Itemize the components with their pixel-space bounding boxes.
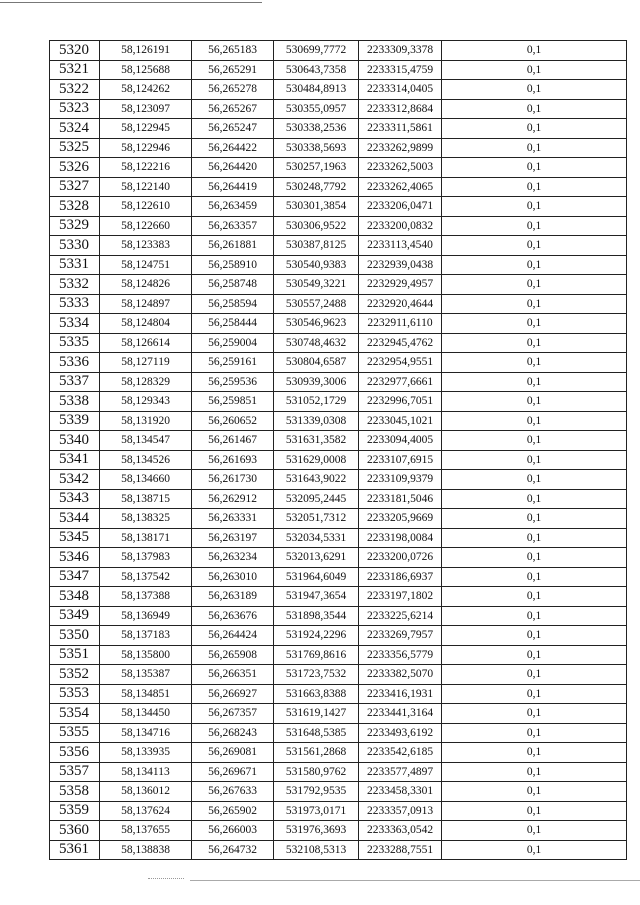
y-coordinate-cell: 2233262,9899 bbox=[359, 138, 442, 158]
y-coordinate-cell: 2233262,4065 bbox=[359, 177, 442, 197]
x-coordinate-cell: 530355,0957 bbox=[274, 99, 359, 119]
x-coordinate-cell: 532051,7312 bbox=[274, 509, 359, 529]
y-coordinate-cell: 2233311,5861 bbox=[359, 119, 442, 139]
point-number-cell: 5320 bbox=[50, 41, 100, 61]
x-coordinate-cell: 532034,5331 bbox=[274, 528, 359, 548]
y-coordinate-cell: 2233542,6185 bbox=[359, 743, 442, 763]
accuracy-cell: 0,1 bbox=[442, 801, 627, 821]
accuracy-cell: 0,1 bbox=[442, 431, 627, 451]
longitude-cell: 56,261693 bbox=[192, 450, 274, 470]
latitude-cell: 58,126191 bbox=[100, 41, 192, 61]
point-number-cell: 5330 bbox=[50, 236, 100, 256]
latitude-cell: 58,122610 bbox=[100, 197, 192, 217]
longitude-cell: 56,262912 bbox=[192, 489, 274, 509]
longitude-cell: 56,263189 bbox=[192, 587, 274, 607]
table-row bbox=[50, 567, 627, 587]
table-row bbox=[50, 587, 627, 607]
x-coordinate-cell: 531964,6049 bbox=[274, 567, 359, 587]
x-coordinate-cell: 530939,3006 bbox=[274, 372, 359, 392]
x-coordinate-cell: 531631,3582 bbox=[274, 431, 359, 451]
y-coordinate-cell: 2233186,6937 bbox=[359, 567, 442, 587]
point-number-cell: 5324 bbox=[50, 119, 100, 139]
y-coordinate-cell: 2233225,6214 bbox=[359, 606, 442, 626]
point-number-cell: 5321 bbox=[50, 60, 100, 80]
y-coordinate-cell: 2233441,3164 bbox=[359, 704, 442, 724]
y-coordinate-cell: 2233109,9379 bbox=[359, 470, 442, 490]
latitude-cell: 58,137542 bbox=[100, 567, 192, 587]
y-coordinate-cell: 2233205,9669 bbox=[359, 509, 442, 529]
x-coordinate-cell: 532108,5313 bbox=[274, 840, 359, 860]
point-number-cell: 5338 bbox=[50, 392, 100, 412]
table-row bbox=[50, 372, 627, 392]
accuracy-cell: 0,1 bbox=[442, 138, 627, 158]
table-row bbox=[50, 392, 627, 412]
longitude-cell: 56,264732 bbox=[192, 840, 274, 860]
latitude-cell: 58,134716 bbox=[100, 723, 192, 743]
x-coordinate-cell: 530699,7772 bbox=[274, 41, 359, 61]
table-row bbox=[50, 138, 627, 158]
x-coordinate-cell: 530748,4632 bbox=[274, 333, 359, 353]
longitude-cell: 56,259536 bbox=[192, 372, 274, 392]
accuracy-cell: 0,1 bbox=[442, 41, 627, 61]
latitude-cell: 58,123097 bbox=[100, 99, 192, 119]
longitude-cell: 56,259004 bbox=[192, 333, 274, 353]
latitude-cell: 58,122216 bbox=[100, 158, 192, 178]
x-coordinate-cell: 531769,8616 bbox=[274, 645, 359, 665]
x-coordinate-cell: 531898,3544 bbox=[274, 606, 359, 626]
point-number-cell: 5353 bbox=[50, 684, 100, 704]
y-coordinate-cell: 2233113,4540 bbox=[359, 236, 442, 256]
point-number-cell: 5358 bbox=[50, 782, 100, 802]
table-row bbox=[50, 821, 627, 841]
accuracy-cell: 0,1 bbox=[442, 372, 627, 392]
longitude-cell: 56,263357 bbox=[192, 216, 274, 236]
latitude-cell: 58,128329 bbox=[100, 372, 192, 392]
x-coordinate-cell: 530540,9383 bbox=[274, 255, 359, 275]
longitude-cell: 56,265183 bbox=[192, 41, 274, 61]
x-coordinate-cell: 531723,7532 bbox=[274, 665, 359, 685]
accuracy-cell: 0,1 bbox=[442, 762, 627, 782]
x-coordinate-cell: 532095,2445 bbox=[274, 489, 359, 509]
x-coordinate-cell: 531629,0008 bbox=[274, 450, 359, 470]
table-row bbox=[50, 411, 627, 431]
longitude-cell: 56,265902 bbox=[192, 801, 274, 821]
x-coordinate-cell: 530557,2488 bbox=[274, 294, 359, 314]
x-coordinate-cell: 531924,2296 bbox=[274, 626, 359, 646]
longitude-cell: 56,263331 bbox=[192, 509, 274, 529]
latitude-cell: 58,134526 bbox=[100, 450, 192, 470]
y-coordinate-cell: 2233269,7957 bbox=[359, 626, 442, 646]
accuracy-cell: 0,1 bbox=[442, 606, 627, 626]
y-coordinate-cell: 2233288,7551 bbox=[359, 840, 442, 860]
table-row bbox=[50, 158, 627, 178]
y-coordinate-cell: 2233382,5070 bbox=[359, 665, 442, 685]
table-row bbox=[50, 665, 627, 685]
coordinates-table-body bbox=[50, 41, 627, 860]
point-number-cell: 5323 bbox=[50, 99, 100, 119]
longitude-cell: 56,259851 bbox=[192, 392, 274, 412]
table-row bbox=[50, 450, 627, 470]
table-row bbox=[50, 626, 627, 646]
x-coordinate-cell: 530643,7358 bbox=[274, 60, 359, 80]
point-number-cell: 5356 bbox=[50, 743, 100, 763]
x-coordinate-cell: 531339,0308 bbox=[274, 411, 359, 431]
x-coordinate-cell: 531643,9022 bbox=[274, 470, 359, 490]
table-row bbox=[50, 645, 627, 665]
point-number-cell: 5357 bbox=[50, 762, 100, 782]
point-number-cell: 5344 bbox=[50, 509, 100, 529]
x-coordinate-cell: 530301,3854 bbox=[274, 197, 359, 217]
table-row bbox=[50, 743, 627, 763]
longitude-cell: 56,258910 bbox=[192, 255, 274, 275]
latitude-cell: 58,124751 bbox=[100, 255, 192, 275]
x-coordinate-cell: 531052,1729 bbox=[274, 392, 359, 412]
accuracy-cell: 0,1 bbox=[442, 782, 627, 802]
y-coordinate-cell: 2233197,1802 bbox=[359, 587, 442, 607]
point-number-cell: 5341 bbox=[50, 450, 100, 470]
x-coordinate-cell: 530387,8125 bbox=[274, 236, 359, 256]
table-row bbox=[50, 255, 627, 275]
accuracy-cell: 0,1 bbox=[442, 294, 627, 314]
latitude-cell: 58,135387 bbox=[100, 665, 192, 685]
longitude-cell: 56,258748 bbox=[192, 275, 274, 295]
accuracy-cell: 0,1 bbox=[442, 587, 627, 607]
table-row bbox=[50, 99, 627, 119]
latitude-cell: 58,137183 bbox=[100, 626, 192, 646]
point-number-cell: 5349 bbox=[50, 606, 100, 626]
longitude-cell: 56,267357 bbox=[192, 704, 274, 724]
accuracy-cell: 0,1 bbox=[442, 353, 627, 373]
y-coordinate-cell: 2233045,1021 bbox=[359, 411, 442, 431]
point-number-cell: 5340 bbox=[50, 431, 100, 451]
x-coordinate-cell: 531580,9762 bbox=[274, 762, 359, 782]
y-coordinate-cell: 2233094,4005 bbox=[359, 431, 442, 451]
y-coordinate-cell: 2233356,5779 bbox=[359, 645, 442, 665]
point-number-cell: 5335 bbox=[50, 333, 100, 353]
accuracy-cell: 0,1 bbox=[442, 99, 627, 119]
table-row bbox=[50, 41, 627, 61]
x-coordinate-cell: 531947,3654 bbox=[274, 587, 359, 607]
accuracy-cell: 0,1 bbox=[442, 236, 627, 256]
accuracy-cell: 0,1 bbox=[442, 548, 627, 568]
latitude-cell: 58,124262 bbox=[100, 80, 192, 100]
y-coordinate-cell: 2232939,0438 bbox=[359, 255, 442, 275]
longitude-cell: 56,266351 bbox=[192, 665, 274, 685]
latitude-cell: 58,122946 bbox=[100, 138, 192, 158]
longitude-cell: 56,266927 bbox=[192, 684, 274, 704]
point-number-cell: 5329 bbox=[50, 216, 100, 236]
point-number-cell: 5352 bbox=[50, 665, 100, 685]
x-coordinate-cell: 530484,8913 bbox=[274, 80, 359, 100]
point-number-cell: 5331 bbox=[50, 255, 100, 275]
y-coordinate-cell: 2233577,4897 bbox=[359, 762, 442, 782]
longitude-cell: 56,258594 bbox=[192, 294, 274, 314]
table-row bbox=[50, 236, 627, 256]
point-number-cell: 5345 bbox=[50, 528, 100, 548]
point-number-cell: 5343 bbox=[50, 489, 100, 509]
point-number-cell: 5355 bbox=[50, 723, 100, 743]
accuracy-cell: 0,1 bbox=[442, 723, 627, 743]
accuracy-cell: 0,1 bbox=[442, 509, 627, 529]
point-number-cell: 5322 bbox=[50, 80, 100, 100]
table-row bbox=[50, 314, 627, 334]
accuracy-cell: 0,1 bbox=[442, 80, 627, 100]
point-number-cell: 5354 bbox=[50, 704, 100, 724]
longitude-cell: 56,267633 bbox=[192, 782, 274, 802]
latitude-cell: 58,137655 bbox=[100, 821, 192, 841]
table-row bbox=[50, 60, 627, 80]
accuracy-cell: 0,1 bbox=[442, 645, 627, 665]
x-coordinate-cell: 531663,8388 bbox=[274, 684, 359, 704]
latitude-cell: 58,134450 bbox=[100, 704, 192, 724]
longitude-cell: 56,269081 bbox=[192, 743, 274, 763]
x-coordinate-cell: 531973,0171 bbox=[274, 801, 359, 821]
accuracy-cell: 0,1 bbox=[442, 158, 627, 178]
y-coordinate-cell: 2232996,7051 bbox=[359, 392, 442, 412]
latitude-cell: 58,135800 bbox=[100, 645, 192, 665]
point-number-cell: 5327 bbox=[50, 177, 100, 197]
y-coordinate-cell: 2233309,3378 bbox=[359, 41, 442, 61]
y-coordinate-cell: 2233493,6192 bbox=[359, 723, 442, 743]
y-coordinate-cell: 2233262,5003 bbox=[359, 158, 442, 178]
coordinates-table bbox=[49, 40, 627, 860]
point-number-cell: 5359 bbox=[50, 801, 100, 821]
longitude-cell: 56,261730 bbox=[192, 470, 274, 490]
point-number-cell: 5333 bbox=[50, 294, 100, 314]
accuracy-cell: 0,1 bbox=[442, 392, 627, 412]
y-coordinate-cell: 2232977,6661 bbox=[359, 372, 442, 392]
longitude-cell: 56,266003 bbox=[192, 821, 274, 841]
accuracy-cell: 0,1 bbox=[442, 470, 627, 490]
latitude-cell: 58,123383 bbox=[100, 236, 192, 256]
x-coordinate-cell: 530549,3221 bbox=[274, 275, 359, 295]
latitude-cell: 58,134660 bbox=[100, 470, 192, 490]
accuracy-cell: 0,1 bbox=[442, 411, 627, 431]
longitude-cell: 56,260652 bbox=[192, 411, 274, 431]
accuracy-cell: 0,1 bbox=[442, 567, 627, 587]
point-number-cell: 5360 bbox=[50, 821, 100, 841]
point-number-cell: 5342 bbox=[50, 470, 100, 490]
table-row bbox=[50, 762, 627, 782]
y-coordinate-cell: 2233181,5046 bbox=[359, 489, 442, 509]
accuracy-cell: 0,1 bbox=[442, 626, 627, 646]
longitude-cell: 56,258444 bbox=[192, 314, 274, 334]
point-number-cell: 5347 bbox=[50, 567, 100, 587]
y-coordinate-cell: 2233312,8684 bbox=[359, 99, 442, 119]
longitude-cell: 56,265247 bbox=[192, 119, 274, 139]
table-row bbox=[50, 216, 627, 236]
longitude-cell: 56,261881 bbox=[192, 236, 274, 256]
point-number-cell: 5339 bbox=[50, 411, 100, 431]
accuracy-cell: 0,1 bbox=[442, 333, 627, 353]
table-row bbox=[50, 470, 627, 490]
y-coordinate-cell: 2232954,9551 bbox=[359, 353, 442, 373]
longitude-cell: 56,264419 bbox=[192, 177, 274, 197]
point-number-cell: 5328 bbox=[50, 197, 100, 217]
accuracy-cell: 0,1 bbox=[442, 821, 627, 841]
longitude-cell: 56,259161 bbox=[192, 353, 274, 373]
latitude-cell: 58,122140 bbox=[100, 177, 192, 197]
longitude-cell: 56,265908 bbox=[192, 645, 274, 665]
table-row bbox=[50, 723, 627, 743]
longitude-cell: 56,263234 bbox=[192, 548, 274, 568]
table-row bbox=[50, 782, 627, 802]
x-coordinate-cell: 530257,1963 bbox=[274, 158, 359, 178]
y-coordinate-cell: 2233416,1931 bbox=[359, 684, 442, 704]
accuracy-cell: 0,1 bbox=[442, 255, 627, 275]
accuracy-cell: 0,1 bbox=[442, 743, 627, 763]
x-coordinate-cell: 532013,6291 bbox=[274, 548, 359, 568]
table-row bbox=[50, 333, 627, 353]
table-row bbox=[50, 548, 627, 568]
y-coordinate-cell: 2232920,4644 bbox=[359, 294, 442, 314]
table-row bbox=[50, 801, 627, 821]
latitude-cell: 58,137983 bbox=[100, 548, 192, 568]
longitude-cell: 56,261467 bbox=[192, 431, 274, 451]
x-coordinate-cell: 531792,9535 bbox=[274, 782, 359, 802]
longitude-cell: 56,265278 bbox=[192, 80, 274, 100]
longitude-cell: 56,268243 bbox=[192, 723, 274, 743]
longitude-cell: 56,265291 bbox=[192, 60, 274, 80]
accuracy-cell: 0,1 bbox=[442, 314, 627, 334]
longitude-cell: 56,263010 bbox=[192, 567, 274, 587]
y-coordinate-cell: 2232929,4957 bbox=[359, 275, 442, 295]
bottom-edge-rule bbox=[190, 880, 640, 881]
accuracy-cell: 0,1 bbox=[442, 528, 627, 548]
table-row bbox=[50, 275, 627, 295]
table-row bbox=[50, 606, 627, 626]
longitude-cell: 56,269671 bbox=[192, 762, 274, 782]
latitude-cell: 58,122660 bbox=[100, 216, 192, 236]
point-number-cell: 5361 bbox=[50, 840, 100, 860]
latitude-cell: 58,133935 bbox=[100, 743, 192, 763]
longitude-cell: 56,263459 bbox=[192, 197, 274, 217]
y-coordinate-cell: 2233200,0726 bbox=[359, 548, 442, 568]
x-coordinate-cell: 530338,2536 bbox=[274, 119, 359, 139]
latitude-cell: 58,124897 bbox=[100, 294, 192, 314]
table-row bbox=[50, 353, 627, 373]
point-number-cell: 5325 bbox=[50, 138, 100, 158]
table-row bbox=[50, 509, 627, 529]
point-number-cell: 5337 bbox=[50, 372, 100, 392]
y-coordinate-cell: 2233315,4759 bbox=[359, 60, 442, 80]
bottom-edge-specks bbox=[148, 878, 184, 881]
point-number-cell: 5326 bbox=[50, 158, 100, 178]
table-row bbox=[50, 528, 627, 548]
x-coordinate-cell: 530804,6587 bbox=[274, 353, 359, 373]
accuracy-cell: 0,1 bbox=[442, 119, 627, 139]
table-row bbox=[50, 197, 627, 217]
latitude-cell: 58,122945 bbox=[100, 119, 192, 139]
point-number-cell: 5351 bbox=[50, 645, 100, 665]
accuracy-cell: 0,1 bbox=[442, 704, 627, 724]
y-coordinate-cell: 2233107,6915 bbox=[359, 450, 442, 470]
table-row bbox=[50, 431, 627, 451]
accuracy-cell: 0,1 bbox=[442, 489, 627, 509]
latitude-cell: 58,136012 bbox=[100, 782, 192, 802]
x-coordinate-cell: 531976,3693 bbox=[274, 821, 359, 841]
table-row bbox=[50, 119, 627, 139]
point-number-cell: 5332 bbox=[50, 275, 100, 295]
latitude-cell: 58,138838 bbox=[100, 840, 192, 860]
latitude-cell: 58,124826 bbox=[100, 275, 192, 295]
latitude-cell: 58,136949 bbox=[100, 606, 192, 626]
y-coordinate-cell: 2233458,3301 bbox=[359, 782, 442, 802]
latitude-cell: 58,138715 bbox=[100, 489, 192, 509]
accuracy-cell: 0,1 bbox=[442, 275, 627, 295]
accuracy-cell: 0,1 bbox=[442, 684, 627, 704]
point-number-cell: 5350 bbox=[50, 626, 100, 646]
longitude-cell: 56,264422 bbox=[192, 138, 274, 158]
x-coordinate-cell: 530546,9623 bbox=[274, 314, 359, 334]
table-row bbox=[50, 684, 627, 704]
top-edge-rule bbox=[0, 2, 262, 3]
point-number-cell: 5334 bbox=[50, 314, 100, 334]
latitude-cell: 58,126614 bbox=[100, 333, 192, 353]
longitude-cell: 56,264420 bbox=[192, 158, 274, 178]
x-coordinate-cell: 531561,2868 bbox=[274, 743, 359, 763]
y-coordinate-cell: 2233206,0471 bbox=[359, 197, 442, 217]
accuracy-cell: 0,1 bbox=[442, 216, 627, 236]
point-number-cell: 5346 bbox=[50, 548, 100, 568]
x-coordinate-cell: 530338,5693 bbox=[274, 138, 359, 158]
y-coordinate-cell: 2233314,0405 bbox=[359, 80, 442, 100]
accuracy-cell: 0,1 bbox=[442, 177, 627, 197]
accuracy-cell: 0,1 bbox=[442, 665, 627, 685]
y-coordinate-cell: 2233198,0084 bbox=[359, 528, 442, 548]
latitude-cell: 58,124804 bbox=[100, 314, 192, 334]
latitude-cell: 58,134851 bbox=[100, 684, 192, 704]
accuracy-cell: 0,1 bbox=[442, 60, 627, 80]
latitude-cell: 58,138325 bbox=[100, 509, 192, 529]
latitude-cell: 58,138171 bbox=[100, 528, 192, 548]
x-coordinate-cell: 530306,9522 bbox=[274, 216, 359, 236]
latitude-cell: 58,129343 bbox=[100, 392, 192, 412]
table-row bbox=[50, 177, 627, 197]
latitude-cell: 58,137624 bbox=[100, 801, 192, 821]
y-coordinate-cell: 2232945,4762 bbox=[359, 333, 442, 353]
latitude-cell: 58,134113 bbox=[100, 762, 192, 782]
latitude-cell: 58,134547 bbox=[100, 431, 192, 451]
longitude-cell: 56,263197 bbox=[192, 528, 274, 548]
table-row bbox=[50, 840, 627, 860]
longitude-cell: 56,264424 bbox=[192, 626, 274, 646]
y-coordinate-cell: 2233200,0832 bbox=[359, 216, 442, 236]
point-number-cell: 5348 bbox=[50, 587, 100, 607]
latitude-cell: 58,125688 bbox=[100, 60, 192, 80]
x-coordinate-cell: 530248,7792 bbox=[274, 177, 359, 197]
table-row bbox=[50, 80, 627, 100]
accuracy-cell: 0,1 bbox=[442, 450, 627, 470]
y-coordinate-cell: 2233363,0542 bbox=[359, 821, 442, 841]
x-coordinate-cell: 531648,5385 bbox=[274, 723, 359, 743]
y-coordinate-cell: 2233357,0913 bbox=[359, 801, 442, 821]
table-row bbox=[50, 704, 627, 724]
table-row bbox=[50, 489, 627, 509]
x-coordinate-cell: 531619,1427 bbox=[274, 704, 359, 724]
accuracy-cell: 0,1 bbox=[442, 840, 627, 860]
latitude-cell: 58,131920 bbox=[100, 411, 192, 431]
y-coordinate-cell: 2232911,6110 bbox=[359, 314, 442, 334]
accuracy-cell: 0,1 bbox=[442, 197, 627, 217]
latitude-cell: 58,127119 bbox=[100, 353, 192, 373]
table-row bbox=[50, 294, 627, 314]
longitude-cell: 56,263676 bbox=[192, 606, 274, 626]
point-number-cell: 5336 bbox=[50, 353, 100, 373]
longitude-cell: 56,265267 bbox=[192, 99, 274, 119]
latitude-cell: 58,137388 bbox=[100, 587, 192, 607]
